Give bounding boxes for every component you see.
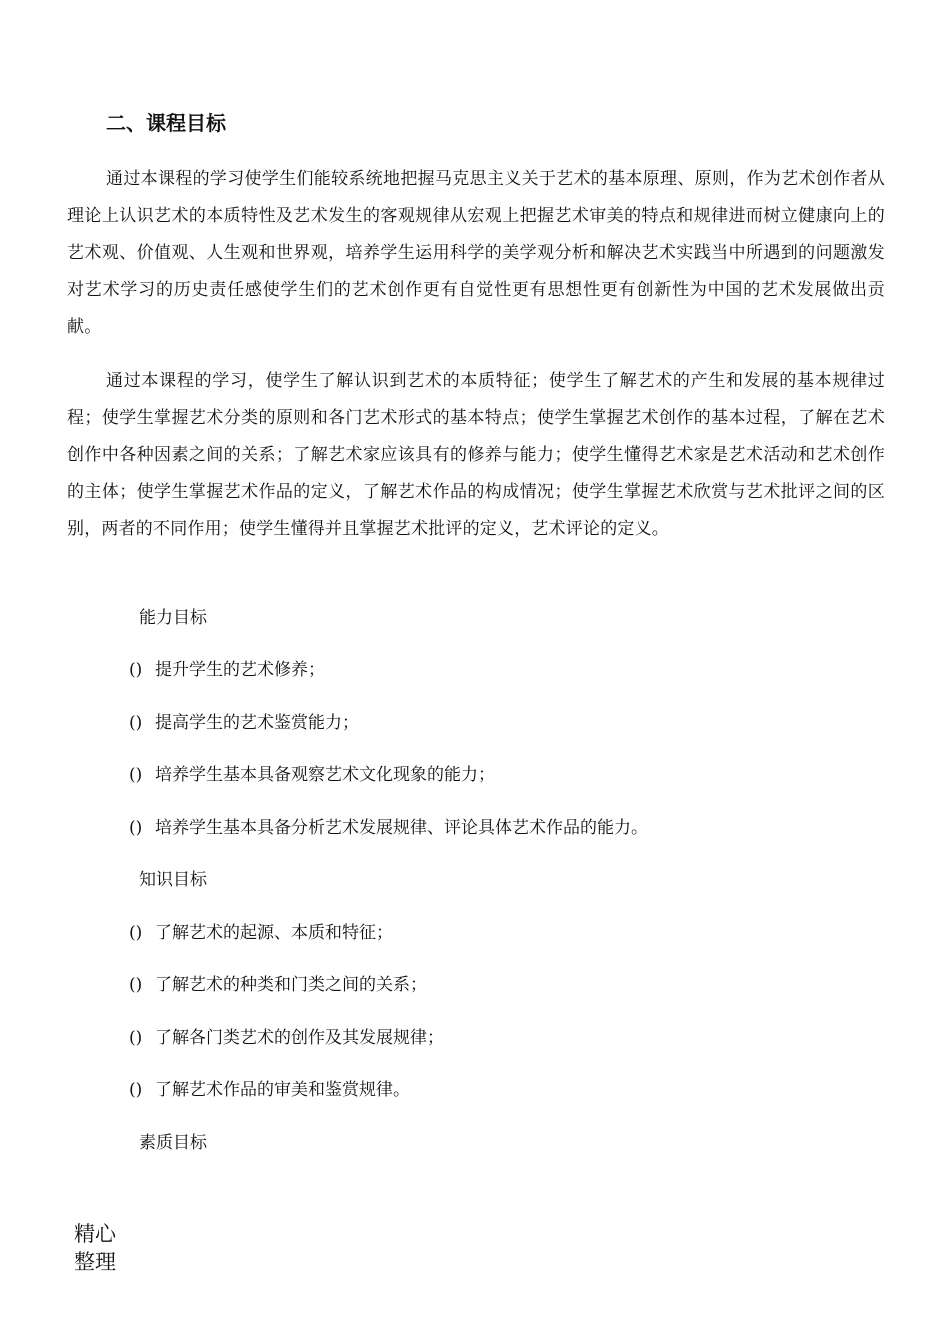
ability-goal-text: 提高学生的艺术鉴赏能力； — [155, 713, 359, 733]
footer-stamp: 精心整理 — [74, 1222, 116, 1274]
knowledge-goal-text: 了解各门类艺术的创作及其发展规律； — [155, 1028, 444, 1048]
knowledge-goal-item — [129, 1025, 444, 1051]
list-marker: () — [129, 765, 143, 785]
ability-goal-item — [129, 710, 359, 736]
list-marker: () — [129, 975, 143, 995]
ability-goal-item — [129, 657, 325, 683]
knowledge-goal-text: 了解艺术的种类和门类之间的关系； — [155, 975, 427, 995]
list-marker: () — [129, 818, 143, 838]
list-marker: () — [129, 713, 143, 733]
list-marker: () — [129, 1028, 143, 1048]
knowledge-goal-text: 了解艺术作品的审美和鉴赏规律。 — [155, 1080, 410, 1100]
list-marker: () — [129, 923, 143, 943]
quality-goals-heading: 素质目标 — [139, 1133, 207, 1153]
objective-paragraph-1: 通过本课程的学习使学生们能较系统地把握马克思主义关于艺术的基本原理、原则，作为艺术创作者从理论上认识艺术的本质特性及艺术发生的客观规律从宏观上把握艺术审美的特点和规律进而树立健康向上的艺术观、价值观、人生观和世界观，培养学生运用科学的美学观分析和解决艺术实践当中所遇到的问题激发对艺术学习的历史责任感使学生们的艺术创作更有自觉性更有思想性更有创新性为中国的艺术发展做出贡献。 — [67, 169, 885, 337]
ability-goal-item — [129, 762, 495, 788]
ability-goals-heading: 能力目标 — [139, 608, 207, 628]
ability-goal-text: 培养学生基本具备观察艺术文化现象的能力； — [155, 765, 495, 785]
list-marker: () — [129, 660, 143, 680]
knowledge-goal-item — [129, 1077, 410, 1103]
ability-goal-text: 培养学生基本具备分析艺术发展规律、评论具体艺术作品的能力。 — [155, 818, 648, 838]
knowledge-goals-heading: 知识目标 — [139, 870, 207, 890]
ability-goal-item — [129, 815, 648, 841]
list-marker: () — [129, 1080, 143, 1100]
knowledge-goal-item — [129, 972, 427, 998]
objective-paragraph-2: 通过本课程的学习，使学生了解认识到艺术的本质特征；使学生了解艺术的产生和发展的基本规律过程；使学生掌握艺术分类的原则和各门艺术形式的基本特点；使学生掌握艺术创作的基本过程，了解在艺术创作中各种因素之间的关系；了解艺术家应该具有的修养与能力；使学生懂得艺术家是艺术活动和艺术创作的主体；使学生掌握艺术作品的定义，了解艺术作品的构成情况；使学生掌握艺术欣赏与艺术批评之间的区别，两者的不同作用；使学生懂得并且掌握艺术批评的定义，艺术评论的定义。 — [67, 371, 885, 539]
knowledge-goal-text: 了解艺术的起源、本质和特征； — [155, 923, 393, 943]
section-heading: 二、课程目标 — [106, 111, 226, 135]
ability-goal-text: 提升学生的艺术修养； — [155, 660, 325, 680]
knowledge-goal-item — [129, 920, 393, 946]
